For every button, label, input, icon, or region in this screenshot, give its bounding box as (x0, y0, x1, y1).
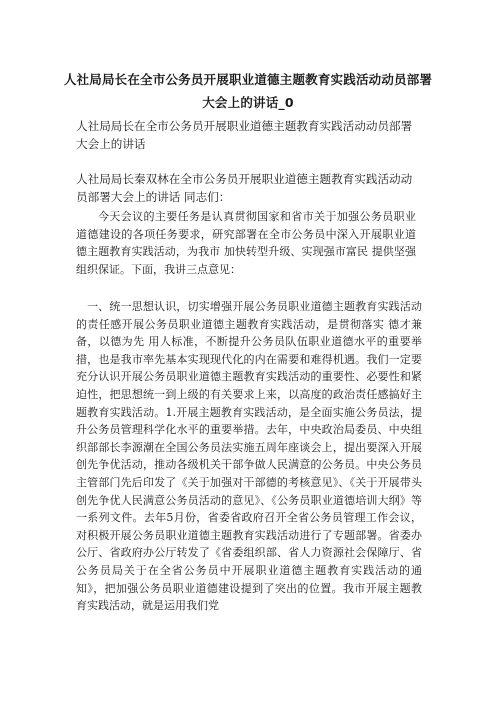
document-title: 人社局局长在全市公务员开展职业道德主题教育实践活动动员部署大会上的讲话_0 (63, 72, 433, 110)
document-subtitle: 人社局局长在全市公务员开展职业道德主题教育实践活动动员部署大会上的讲话 (76, 119, 413, 151)
paragraph-opening: 今天会议的主要任务是认真贯彻国家和省市关于加强公务员职业道德建设的各项任务要求，研究部署在全市公务员中深入开展职业道德主题教育实践活动，为我市 加快转型升级、实现强市富民 提供坚强组织保证。下面，我讲三点意见： (76, 210, 416, 276)
speech-intro: 人社局局长秦双林在全市公务员开展职业道德主题教育实践活动动员部署大会上的讲话 同志们： (76, 172, 413, 204)
paragraph-section-one: 一、统一思想认识，切实增强开展公务员职业道德主题教育实践活动的责任感开展公务员职业道德主题教育实践活动，是贯彻落实 德才兼备，以德为先 用人标准，不断提升公务员队伍职业道德水平的重要举措，也是我市率先基本实现现代化的内在需要和难得机遇。我们一定要充分认识开展公务员职业道德主题教育实践活动的重要性、必要性和紧迫性，把思想统一到上级的有关要求上来，以高度的政治责任感搞好主题教育实践活动。1.开展主题教育实践活动，是全面实施公务员法，提升公务员管理科学化水平的重要举措。去年，中央政治局委员、中央组织部部长李源潮在全国公务员法实施五周年座谈会上，提出要深入开展创先争优活动，推动各级机关干部争做人民满意的公务员。中央公务员主管部门先后印发了《关于加强对干部德的考核意见》、《关于开展带头创先争优人民满意公务员活动的意见》、《公务员职业道德培训大纲》等一系列文件。去年5月份，省委省政府召开全省公务员管理工作会议，对积极开展公务员职业道德主题教育实践活动进行了专题部署。省委办公厅、省政府办公厅转发了《省委组织部、省人力资源社会保障厅、省公务员局关于在全省公务员中开展职业道德主题教育实践活动的通知》，把加强公务员职业道德建设提到了突出的位置。我市开展主题教育实践活动，就是运用我们党 (76, 300, 422, 613)
